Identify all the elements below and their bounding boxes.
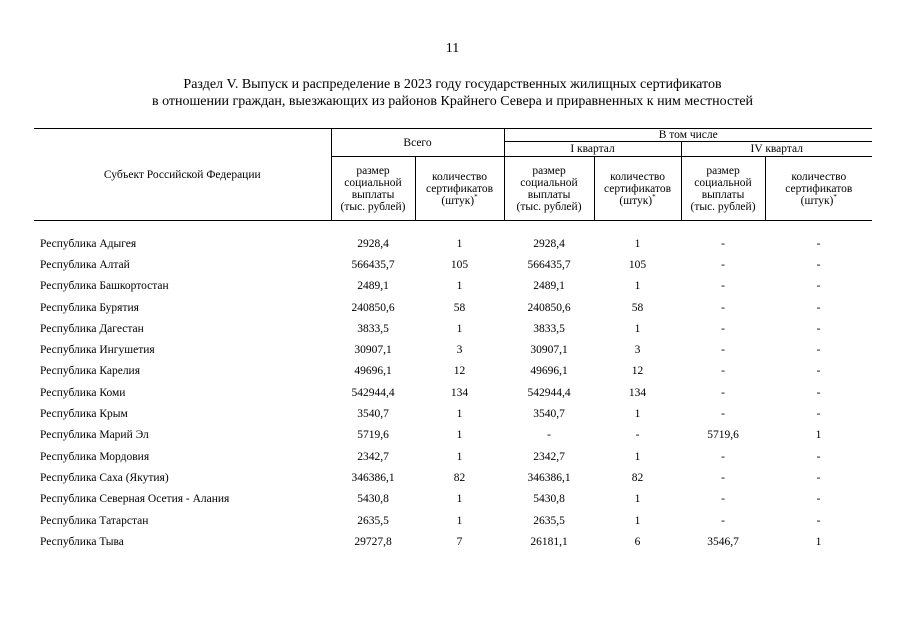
cell-total-cnt: 3: [456, 344, 463, 357]
table-row: [34, 446, 872, 467]
cell-total-cnt: 58: [453, 301, 466, 314]
table-row: [34, 489, 872, 510]
cell-total-cnt: 1: [456, 237, 463, 250]
cell-q1-sum: 49696,1: [530, 365, 568, 378]
title-line-2: в отношении граждан, выезжающих из районов Крайнего Севера и приравненных к ним местностей: [151, 94, 754, 109]
cell-q4-cnt: 1: [815, 535, 822, 548]
table-row: [34, 254, 872, 275]
cell-name: Республика Крым: [40, 408, 128, 421]
cell-q4-sum: -: [721, 301, 725, 314]
cell-q4-cnt: -: [816, 471, 821, 484]
cell-q4-cnt: -: [816, 258, 821, 271]
cell-q1-sum: 2928,4: [533, 237, 565, 250]
cell-total-sum: 2928,4: [357, 237, 389, 250]
cell-q1-cnt: 1: [634, 514, 641, 527]
page-number: 11: [445, 41, 460, 56]
cell-q1-sum: 3540,7: [533, 408, 565, 421]
cell-q1-sum: 2342,7: [533, 450, 565, 463]
cell-q4-cnt: -: [816, 301, 821, 314]
cell-name: Республика Северная Осетия - Алания: [40, 493, 230, 506]
cell-q1-cnt: 134: [628, 386, 647, 399]
cell-q4-sum: -: [721, 344, 725, 357]
table-row: [34, 510, 872, 531]
cell-total-sum: 2489,1: [357, 280, 389, 293]
cell-q4-sum: 5719,6: [707, 429, 739, 442]
table-row: [34, 425, 872, 446]
cell-q4-sum: -: [721, 237, 725, 250]
cell-total-cnt: 134: [450, 386, 469, 399]
header-q4-count: количество сертификатов (штук)*: [765, 157, 872, 221]
cell-q4-cnt: -: [816, 365, 821, 378]
section-title: [0, 76, 905, 110]
cell-q4-sum: 3546,7: [707, 535, 739, 548]
header-including: В том числе: [504, 129, 872, 142]
cell-total-sum: 3540,7: [357, 408, 389, 421]
cell-q1-cnt: 3: [634, 344, 641, 357]
cell-total-sum: 566435,7: [351, 258, 395, 271]
cell-total-sum: 2635,5: [357, 514, 389, 527]
cell-total-cnt: 1: [456, 450, 463, 463]
table-header: [34, 129, 872, 221]
cell-name: Республика Татарстан: [40, 514, 149, 527]
header-total-count: количество сертификатов (штук)*: [415, 157, 504, 221]
cell-q4-cnt: -: [816, 344, 821, 357]
cell-total-sum: 5430,8: [357, 493, 389, 506]
cell-q4-cnt: -: [816, 450, 821, 463]
table-row: [34, 382, 872, 403]
cell-q4-cnt: -: [816, 280, 821, 293]
cell-q4-sum: -: [721, 514, 725, 527]
cell-name: Республика Дагестан: [40, 322, 144, 335]
certificates-table: [34, 128, 872, 552]
cell-total-cnt: 1: [456, 280, 463, 293]
header-q1-payment: размер социальной выплаты (тыс. рублей): [504, 157, 594, 221]
cell-name: Республика Бурятия: [40, 301, 139, 314]
cell-q1-cnt: 1: [634, 237, 641, 250]
cell-q1-cnt: -: [635, 429, 640, 442]
cell-q1-cnt: 1: [634, 408, 641, 421]
cell-name: Республика Тыва: [40, 535, 124, 548]
cell-q4-sum: -: [721, 365, 725, 378]
cell-q4-cnt: -: [816, 408, 821, 421]
cell-name: Республика Алтай: [40, 258, 130, 271]
cell-q1-sum: 542944,4: [527, 386, 571, 399]
cell-total-sum: 542944,4: [351, 386, 395, 399]
cell-q4-cnt: -: [816, 386, 821, 399]
cell-total-cnt: 1: [456, 322, 463, 335]
cell-q4-sum: -: [721, 386, 725, 399]
cell-q4-sum: -: [721, 258, 725, 271]
header-q4-payment: размер социальной выплаты (тыс. рублей): [681, 157, 765, 221]
cell-total-cnt: 105: [450, 258, 469, 271]
cell-q1-sum: 3833,5: [533, 322, 565, 335]
cell-name: Республика Марий Эл: [40, 429, 149, 442]
cell-total-cnt: 7: [456, 535, 463, 548]
cell-q4-sum: -: [721, 493, 725, 506]
cell-q1-sum: 30907,1: [530, 344, 568, 357]
cell-name: Республика Коми: [40, 386, 126, 399]
table-row: [34, 339, 872, 360]
cell-q4-cnt: -: [816, 237, 821, 250]
table-body: [34, 221, 872, 553]
cell-q1-cnt: 1: [634, 280, 641, 293]
header-q1: I квартал: [504, 142, 681, 157]
cell-q4-cnt: -: [816, 322, 821, 335]
cell-total-cnt: 82: [453, 471, 466, 484]
table-row: [34, 403, 872, 424]
cell-q1-sum: 566435,7: [527, 258, 571, 271]
cell-q4-cnt: -: [816, 514, 821, 527]
title-line-1: Раздел V. Выпуск и распределение в 2023 году государственных жилищных сертификатов: [183, 77, 722, 92]
table-row: [34, 233, 872, 254]
header-q4: IV квартал: [681, 142, 872, 157]
cell-q4-sum: -: [721, 322, 725, 335]
cell-q1-cnt: 6: [634, 535, 641, 548]
cell-q1-cnt: 82: [631, 471, 644, 484]
cell-total-cnt: 1: [456, 514, 463, 527]
cell-q1-sum: 2489,1: [533, 280, 565, 293]
cell-q1-sum: -: [547, 429, 551, 442]
cell-q1-cnt: 12: [631, 365, 644, 378]
cell-q4-sum: -: [721, 471, 725, 484]
cell-total-cnt: 1: [456, 408, 463, 421]
cell-total-cnt: 1: [456, 493, 463, 506]
cell-q1-cnt: 58: [631, 301, 644, 314]
cell-total-sum: 2342,7: [357, 450, 389, 463]
cell-q4-cnt: -: [816, 493, 821, 506]
header-subject: Субъект Российской Федерации: [34, 129, 331, 221]
cell-total-cnt: 1: [456, 429, 463, 442]
cell-q1-cnt: 1: [634, 322, 641, 335]
cell-total-cnt: 12: [453, 365, 466, 378]
cell-name: Республика Карелия: [40, 365, 141, 378]
cell-q4-sum: -: [721, 450, 725, 463]
cell-q1-sum: 5430,8: [533, 493, 565, 506]
table-row: [34, 531, 872, 552]
cell-total-sum: 346386,1: [351, 471, 395, 484]
cell-q1-sum: 346386,1: [527, 471, 571, 484]
cell-q4-cnt: 1: [815, 429, 822, 442]
cell-total-sum: 29727,8: [354, 535, 392, 548]
table-row: [34, 361, 872, 382]
cell-q1-cnt: 105: [628, 258, 647, 271]
header-total: Всего: [331, 129, 504, 157]
cell-name: Республика Мордовия: [40, 450, 150, 463]
cell-name: Республика Саха (Якутия): [40, 471, 169, 484]
cell-q1-cnt: 1: [634, 493, 641, 506]
cell-q4-sum: -: [721, 280, 725, 293]
table-row: [34, 276, 872, 297]
cell-name: Республика Адыгея: [40, 237, 137, 250]
cell-total-sum: 240850,6: [351, 301, 395, 314]
cell-total-sum: 30907,1: [354, 344, 392, 357]
cell-name: Республика Ингушетия: [40, 344, 155, 357]
table-row: [34, 297, 872, 318]
cell-q1-cnt: 1: [634, 450, 641, 463]
cell-total-sum: 3833,5: [357, 322, 389, 335]
table-row: [34, 467, 872, 488]
cell-q1-sum: 26181,1: [530, 535, 568, 548]
cell-q1-sum: 240850,6: [527, 301, 571, 314]
header-q1-count: количество сертификатов (штук)*: [594, 157, 681, 221]
table-row: [34, 318, 872, 339]
cell-q4-sum: -: [721, 408, 725, 421]
cell-name: Республика Башкортостан: [40, 280, 169, 293]
cell-q1-sum: 2635,5: [533, 514, 565, 527]
cell-total-sum: 49696,1: [354, 365, 392, 378]
cell-total-sum: 5719,6: [357, 429, 389, 442]
header-total-payment: размер социальной выплаты (тыс. рублей): [331, 157, 415, 221]
